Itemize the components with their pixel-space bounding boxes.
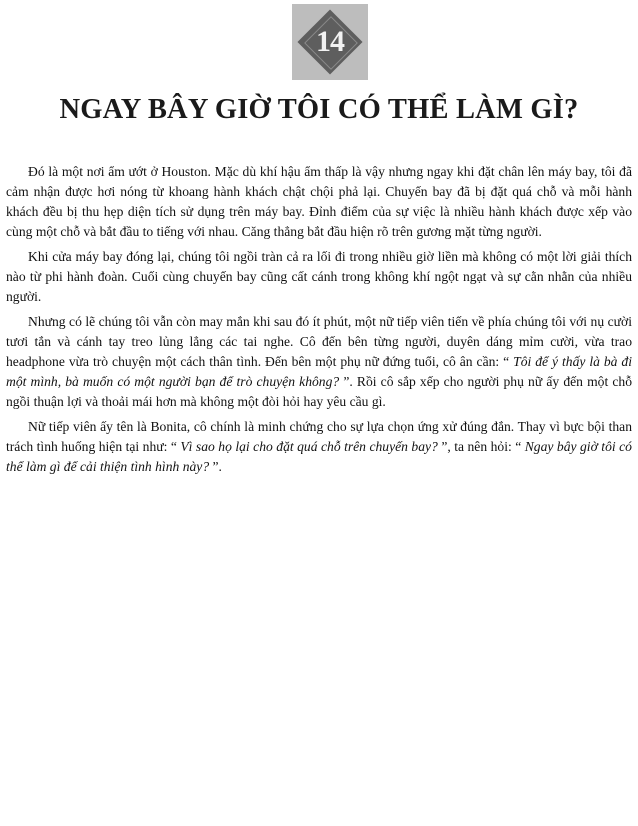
paragraph-2: Khi cửa máy bay đóng lại, chúng tôi ngồi tràn cả ra lối đi trong nhiều giờ liền mà không có một lời giải thích nào từ phi hành đoàn. Cuối cùng chuyến bay cũng cất cánh trong không khí ngột ngạt và sự cằn nhằn của nhiều người. <box>6 249 632 304</box>
chapter-title: NGAY BÂY GIỜ TÔI CÓ THỂ LÀM GÌ? <box>59 94 579 125</box>
paragraph-3-text-after: ”. Rồi cô sắp xếp cho người phụ nữ ấy đến một chỗ ngồi thuận lợi và thoải mái hơn mà không một đòi hỏi hay yêu cầu gì. <box>6 374 632 409</box>
paragraph-3-text-before: Nhưng có lẽ chúng tôi vẫn còn may mắn khi sau đó ít phút, một nữ tiếp viên tiến về phía chúng tôi với nụ cười tươi tắn và cánh tay treo lủng lẳng các tai nghe. Cô đến bên từng người, duyên dáng mỉm cười, vừa trao headphone vừa trò chuyện một cách thân tình. Đến bên một phụ nữ đứng tuổi, cô ân cần: “ <box>6 314 632 369</box>
paragraph-1: Đó là một nơi ẩm ướt ở Houston. Mặc dù khí hậu ẩm thấp là vậy nhưng ngay khi đặt chân lên máy bay, tôi đã cảm nhận được hơi nóng từ khoang hành khách chật chội phả lại. Chuyến bay đã bị đặt quá chỗ và mỗi hành khách đều bị thu hẹp diện tích sử dụng trên máy bay. Đỉnh điểm của sự việc là nhiều hành khách được xếp vào cùng một chỗ và bắt đầu to tiếng với nhau. Căng thẳng bắt đầu hiện rõ trên gương mặt từng người. <box>6 164 632 239</box>
paragraph-4-quote-1: Vì sao họ lại cho đặt quá chỗ trên chuyến bay? <box>180 439 438 454</box>
paragraph-4-text-middle: ”, ta nên hỏi: “ <box>437 439 525 454</box>
chapter-number-badge <box>292 4 368 80</box>
chapter-body <box>6 162 632 482</box>
paragraph-4-text-before: Nữ tiếp viên ấy tên là Bonita, cô chính là minh chứng cho sự lựa chọn ứng xử đúng đắn. Thay vì bực bội than trách tình huống hiện tại như: “ <box>6 419 632 454</box>
paragraph-3-quote: Tôi để ý thấy là bà đi một mình, bà muốn có một người bạn để trò chuyện không? <box>6 354 632 389</box>
paragraph-4-quote-2: Ngay bây giờ tôi có thể làm gì để cải thiện tình hình này? <box>6 439 632 474</box>
chapter-number: 14 <box>316 25 344 58</box>
paragraph-4 <box>6 417 632 477</box>
paragraph-4-text-after: ”. <box>209 459 222 474</box>
paragraph-3 <box>6 312 632 412</box>
